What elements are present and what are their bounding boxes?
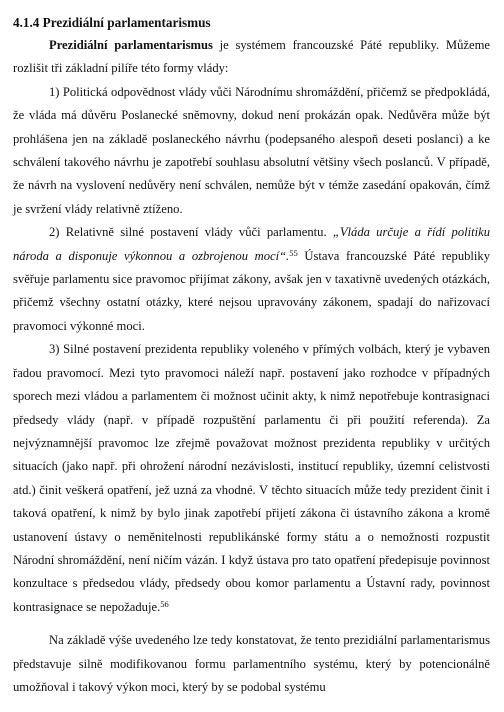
pillar-2-before: 2) Relativně silné postavení vlády vůči parlamentu. [49, 225, 333, 240]
footnote-ref-55[interactable]: 55 [289, 247, 298, 258]
section-number: 4.1.4 [13, 15, 40, 30]
pillar-2-after: Ústava francouzské Páté republiky svěřuje parlamentu sice pravomoc přijímat zákony, avšak jen v taxativně uvedených otázkách, přičemž všechny ostatní otázky, které nejsou upravovány zákonem, spadají do nařizovací pravomoci výkonné moci. [13, 248, 490, 333]
pillar-3-text: 3) Silné postavení prezidenta republiky voleného v přímých volbách, který je vybaven řadou pravomocí. Mezi tyto pravomoci náleží např. postavení jako rozhodce v případných sporech mezi vládou a parlamentem či možnost učinit akty, k nimž nepotřebuje kontrasignaci předsedy vlády (např. v případě rozpuštění parlamentu či při použití referenda). Za nejvýznamnější pravomoc lze zřejmě považovat možnost prezidenta republiky v určitých situacích (jako např. při ohrožení národní nezávislosti, institucí republiky, územní celistvosti atd.) činit veškerá opatření, jež uzná za vhodné. V těchto situacích může tedy prezident činit i taková opatření, k nimž by bylo jinak zapotřebí přijetí zákona či ústavního zákona a kromě ustanovení ústavy o neměnitelnosti republikánské formy státu a o nemožnosti rozpustit Národní shromáždění, není ničím vázán. I když ústava pro tato opatření předepisuje povinnost konzultace s předsedou vlády, předsedy obou komor parlamentu a Ústavní rady, povinnost kontrasignace se nepožaduje. [13, 342, 490, 614]
intro-paragraph [13, 34, 490, 81]
pillar-1-text: 1) Politická odpovědnost vlády vůči Národnímu shromáždění, přičemž se předpokládá, že vláda má důvěru Poslanecké sněmovny, dokud není prokázán opak. Nedůvěra může být prohlášena jen na základě poslaneckého návrhu (podepsaného alespoň deseti poslanci) a ke schválení takového návrhu je zapotřebí souhlasu absolutní většiny všech poslanců. V případě, že návrh na vyslovení nedůvěry není schválen, nemůže být v témže zasedání opakován, čímž je svržení vlády relativně ztíženo. [13, 84, 490, 216]
paragraph-spacer [13, 619, 490, 629]
section-heading [13, 12, 490, 34]
footnote-ref-56[interactable]: 56 [160, 598, 169, 609]
conclusion-paragraph [13, 629, 490, 699]
pillar-2-paragraph [13, 221, 490, 338]
intro-bold-term: Prezidiální parlamentarismus [49, 38, 213, 52]
conclusion-text: Na základě výše uvedeného lze tedy konstatovat, že tento prezidiální parlamentarismus představuje silně modifikovanou formu parlamentního systému, který by potencionálně umožňoval i takový výkon moci, který by se podobal systému [13, 633, 490, 694]
pillar-3-paragraph [13, 338, 490, 619]
intro-text: je systémem francouzské Páté republiky. Můžeme rozlišit tři základní pilíře této formy vlády: [13, 38, 490, 76]
pillar-1-paragraph [13, 81, 490, 221]
section-title: Prezidiální parlamentarismus [42, 15, 211, 30]
pillar-2-quote: „Vláda určuje a řídí politiku národa a disponuje výkonnou a ozbrojenou mocí“. [13, 225, 490, 263]
